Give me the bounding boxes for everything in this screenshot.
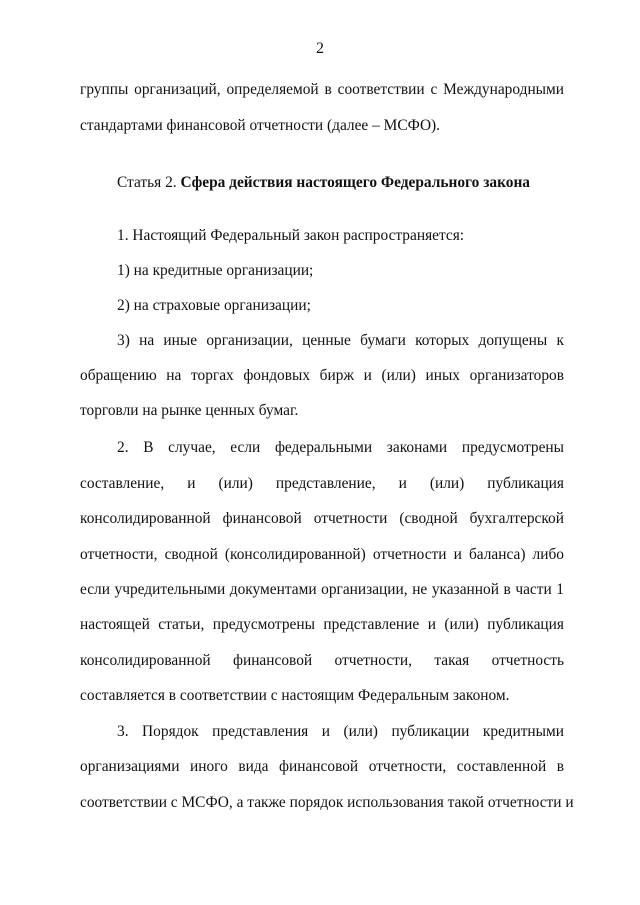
part3-line-2: организациями иного вида финансовой отчетности, составленной в [80,758,564,775]
article-heading [117,173,530,193]
part1-item-3-line-1: 3) на иные организации, ценные бумаги которых допущены к [117,332,564,349]
part2-line-5: если учредительными документами организации, не указанной в части 1 [80,581,564,598]
part1-item-3-line-3: торговли на рынке ценных бумаг. [80,402,299,419]
part1-item-1: 1) на кредитные организации; [117,262,314,279]
part1-item-2: 2) на страховые организации; [117,297,311,314]
article-title: Сфера действия настоящего Федерального закона [180,174,531,191]
part2-line-7: консолидированной финансовой отчетности, такая отчетность [80,652,564,669]
page-number: 2 [316,40,324,57]
part2-line-2: составление, и (или) представление, и (или) публикация [80,475,564,492]
part2-line-3: консолидированной финансовой отчетности (сводной бухгалтерской [80,510,564,527]
part1-lead: 1. Настоящий Федеральный закон распространяется: [117,227,465,244]
article-prefix: Статья 2. [117,174,181,191]
part3-line-1: 3. Порядок представления и (или) публикации кредитными [117,723,564,740]
part2-line-6: настоящей статьи, предусмотрены представление и (или) публикация [80,616,564,633]
intro-line-2: стандартами финансовой отчетности (далее – МСФО). [80,117,441,134]
part2-line-1: 2. В случае, если федеральными законами предусмотрены [117,439,564,456]
part3-line-3: соответствии с МСФО, а также порядок использования такой отчетности и [80,794,574,811]
part1-item-3-line-2: обращению на торгах фондовых бирж и (или) иных организаторов [80,367,564,384]
part2-line-4: отчетности, сводной (консолидированной) отчетности и баланса) либо [80,546,564,563]
intro-line-1: группы организаций, определяемой в соответствии с Международными [80,81,564,98]
part2-line-8: составляется в соответствии с настоящим Федеральным законом. [80,687,510,704]
